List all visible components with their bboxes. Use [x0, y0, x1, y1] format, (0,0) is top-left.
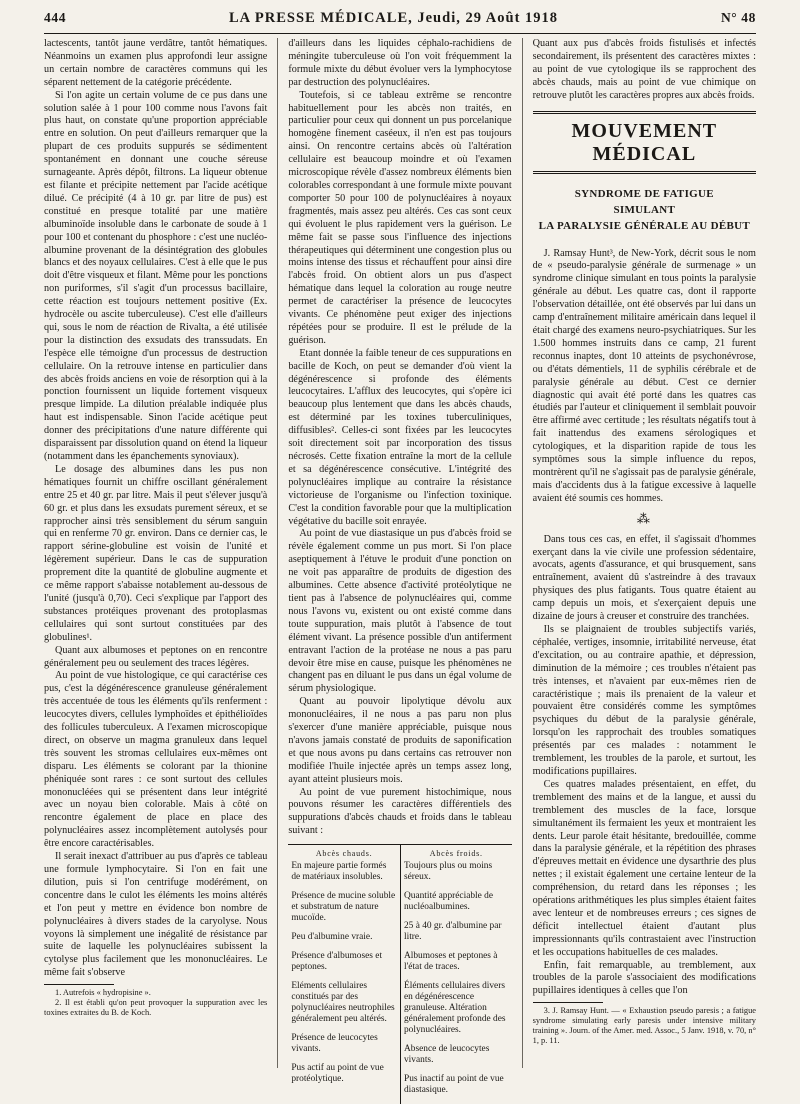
journal-title: LA PRESSE MÉDICALE,	[228, 10, 413, 26]
columns	[44, 38, 756, 1096]
table-cell: Albumoses et peptones à l'état de traces.	[403, 951, 498, 973]
table-cell: Absence de leucocytes vivants.	[403, 1044, 490, 1066]
table-cell: Toujours plus ou moins séreux.	[403, 861, 493, 883]
table-cell: En majeure partie formés de matériaux insolubles.	[291, 861, 387, 883]
paragraph: lactescents, tantôt jaune verdâtre, tantôt hématiques. Néanmoins un examen plus approfondi leur assigne un certain nombre de caractères communs qui les séparent nettement de la catégorie précédente.	[44, 38, 268, 88]
table-column-hot	[288, 845, 400, 1104]
paragraph: Il serait inexact d'attribuer au pus d'après ce tableau une formule lymphocytaire. Si l'on en fait une dilution, puis si l'on centrifuge modérément, on concentre dans le culot les éléments les moins altérés et l'on peut y mettre en évidence bon nombre de polynucléaires à divers stades de la caryolyse. Nous voyons là simplement une inégalité de résistance par suite de laquelle les polynucléaires subissent la cytolyse plus facilement que les mononucléaires. Le même fait s'observe	[44, 851, 268, 979]
section-break-asterism: ⁂	[636, 510, 652, 526]
table-cell: Pus actif au point de vue protéolytique.	[291, 1063, 384, 1085]
column-2	[277, 38, 512, 1096]
table-header: Abcès froids.	[429, 849, 483, 859]
table-cell: Pus inactif au point de vue diastasique.	[403, 1074, 504, 1096]
table-cell: 25 à 40 gr. d'albumine par litre.	[403, 921, 502, 943]
footnote: 1. Autrefois « hydropisine ».	[55, 988, 151, 998]
article-title-line: LA PARALYSIE GÉNÉRALE AU DÉBUT	[538, 219, 750, 232]
journal-dateline	[229, 10, 558, 27]
paragraph: Ces quatres malades présentaient, en effet, du tremblement des mains et de la langue, et aussi du tremblement des muscles de la face, lorsque simultanément ils fermaient les yeux et montraient les dents. Leur parole était hésitante, bredouillée, comme dans la paralysie générale, et la répétition des phrases d'épreuves mettait en évidence une dysarthrie des plus nettes ; il existait également une certaine lenteur de la compréhension, du retard dans les réponses ; les opérations arithmétiques les plus simples étaient faites avec lenteur et de nombreuses erreurs ; ces signes de déficit intellectuel étaient d'autant plus impressionnants qu'ils contrastaient avec l'instruction et les occupations habituelles de ces malades.	[532, 778, 756, 958]
table-cell: Présence de mucine soluble et substratum de nature mucoïde.	[291, 891, 396, 924]
footnote: 3. J. Ramsay Hunt. — « Exhaustion pseudo paresis ; a fatigue syndrome simulating early paresis under intensive military training ». Journ. of the Amer. med. Assoc., 5 Janv. 1918, v. 70, n° 1, p. 11.	[532, 1006, 756, 1046]
article-title-line: SYNDROME DE FATIGUE	[574, 187, 714, 200]
paragraph: Quant au pouvoir lipolytique dévolu aux mononucléaires, il ne nous a pas paru non plus s'exercer d'une manière appréciable, puisque nous n'avons jamais constaté de produits de saponification et que nous avons pu dans certains cas retrouver non modifiée l'huile injectée après un temps assez long, ayant atteint plusieurs mois.	[288, 696, 512, 785]
paragraph: Le dosage des albumines dans les pus non hématiques fournit un chiffre oscillant généralement entre 25 et 40 gr. par litre. Mais il peut s'élever jusqu'à 60 gr. et plus dans les exsudats purement séreux, et se rapprocher ainsi très sensiblement du sérum sanguin qui en renferme 70 gr. environ. Dans ce dernier cas, le rapport sérine-globuline est voisin de l'unité et légèrement supérieur. Dans le cas de suppuration proprement dite la quantité de globuline augmente et ce même rapport s'abaisse notablement au-dessous de l'unité (jusqu'à 0,70). Ceci s'explique par l'apport des substances protéiques provenant des protoplasmas cellulaires qui sont surtout constituées par des globulines¹.	[44, 463, 268, 643]
table-cell: Présence de leucocytes vivants.	[291, 1033, 378, 1055]
table-cell: Peu d'albumine vraie.	[291, 932, 373, 943]
table-header: Abcès chauds.	[315, 849, 373, 859]
paragraph: Au point de vue diastasique un pus d'abcès froid se révèle également comme un pus mort. Si l'on place aseptiquement à l'étuve le produit d'une ponction on ne voit pas apparaître de produits de digestion des albumines. Cette absence d'activité protéolytique ne tient pas à l'absence de polynucléaires qui, comme nous l'avons vu, existent ou ont existé comme dans toute suppuration, mais plutôt à l'absence de tout élément vivant. La présence possible d'un antiferment entravant l'action de la protéase ne nous a pas paru devoir être mise en cause, puisque les phénomènes ne changent pas en diluant le pus dans un égal volume de sérum physiologique.	[288, 528, 512, 695]
table-column-cold	[400, 845, 512, 1104]
table-cell: Présence d'albumoses et peptones.	[291, 951, 383, 973]
column-1	[44, 38, 267, 1068]
paragraph: Enfin, fait remarquable, au tremblement, aux troubles de la parole s'associaient des modifications pupillaires identiques à celles que l'on	[532, 959, 756, 997]
paragraph: Toutefois, si ce tableau extrême se rencontre habituellement pour les abcès non traités, en particulier pour ceux qui donnent un pus porcelanique homogène finement caséeux, il n'en est pas toujours ainsi. On rencontre certains abcès où l'altération cellulaire est beaucoup moindre et où l'examen microscopique révèle d'assez nombreux éléments bien colorables correspondant à une formule mixte pouvant comporter 50 pour 100 de polynucléaires à noyaux fragmentés, mais assez peu altérés. Ces cas sont ceux qui évoluent le plus rapidement vers la guérison. Le même fait se passe sous l'influence des injections thérapeutiques qui déterminent une congestion plus ou moins intense des tissus et réchauffent pour ainsi dire l'abcès froid. On obtient alors un pus d'aspect hématique dans lequel la coloration au rouge neutre permet de caractériser la présence de leucocytes vivants. Ce phénomène peut exiger des injections répétées pour se produire. Il est le prélude de la guérison.	[288, 89, 512, 346]
paragraph: Quant aux albumoses et peptones on en rencontre généralement peu ou seulement des traces légères.	[44, 644, 268, 669]
page-number: 444	[44, 10, 67, 25]
issue-number: N° 48	[720, 10, 756, 25]
column-3	[522, 38, 756, 1068]
paragraph: Dans tous ces cas, en effet, il s'agissait d'hommes exerçant dans la vie civile une profession sédentaire, avocats, agents d'assurance, et qui brusquement, sans entraînement, avaient dû s'astreindre à des travaux physiques des plus fatigants. Tous quatre étaient au camp depuis un mois, et s'exerçaient depuis une dizaine de jours à creuser et construire des tranchées.	[532, 533, 756, 623]
comparison-table	[288, 844, 511, 1104]
footnote: 2. Il est établi qu'on peut provoquer la suppuration avec les toxines extraites du B. de Koch.	[44, 998, 268, 1018]
paragraph: Etant donnée la faible teneur de ces suppurations en bacille de Koch, on peut se demander d'où vient la dégénérescence si profonde des éléments leucocytaires. L'afflux des leucocytes, qui s'opère ici beaucoup plus lentement que dans les abcès chauds, est déterminé par les toxines tuberculiniques, diffusibles². Celles-ci sont fixées par les leucocytes soit directement soit par incorporation des tissus nécrosés. Cette fixation entraîne la mort de la cellule et sa dégénérescence consécutive. L'intégrité des polynucléaires implique au contraire la résistance victorieuse de l'organisme ou l'infection toxinique. C'est la condition favorable pour que la multiplication végétative du bacille soit enrayée.	[288, 347, 512, 527]
paragraph: d'ailleurs dans les liquides céphalo-rachidiens de méningite tuberculeuse où l'on voit fréquemment la formule mixte du début évoluer vers la lymphocytose par destruction des polynucléaires.	[288, 38, 512, 88]
running-head	[44, 10, 756, 34]
table-cell: Eléments cellulaires constitués par des polynucléaires neutrophiles généralement peu altérés.	[291, 981, 395, 1025]
paragraph: Ils se plaignaient de troubles subjectifs variés, céphalée, vertiges, insomnie, irritabilité nerveuse, état d'excitation, ou au contraire apathie, et dépression, diminution de la mémoire ; ces troubles n'étaient pas très intenses, et n'avaient par eux-mêmes rien de caractéristique ; mais ils prenaient de la valeur et pouvaient être considérés comme les symptômes psychiques du début de la paralysie générale, lorsqu'on les rapprochait des troubles somatiques présentés par ces malades : notamment le tremblement, les troubles de la parole, et surtout, les modifications pupillaires.	[532, 624, 756, 777]
table-cell: Quantité appréciable de nucléoalbumines.	[403, 891, 494, 913]
paragraph: Si l'on agite un certain volume de ce pus dans une solution salée à 1 pour 100 comme nous l'avons fait plus haut, on constate qu'une proportion appréciable entre en solution. On peut d'ailleurs remarquer que la plupart de ces produits suppurés se sédimentent spontanément en donnant une couche séreuse surnageante. Après dépôt, filtrons. La liqueur obtenue est filante et précipite nettement par l'acide acétique dilué. Ce précipité (4 à 10 gr. par litre de pus) est constitué en presque totalité par une matière albuminoïde insoluble dans le carbonate de soude à 1 pour 100 et contenant du phosphore : c'est une nucléo-albumine provenant de la désintégration des globules blancs et des noyaux cellulaires. C'est à elle que le pus doit d'être visqueux et filant. Même pour les ponctions non puriformes, s'il s'agit d'un processus bacillaire, cette réaction est toujours nettement positive (Ex. hydrocèle ou ascite tuberculeuse). C'est elle d'ailleurs qui, sous le nom de réaction de Rivalta, a été utilisée pour la distinction des exsudats des transsudats. En l'espèce elle témoigne d'un processus de destruction cellulaire. On la retrouve intense en particulier dans des abcès froids anciens en voie de résorption qui à la ponction fournissent un liquide fortement visqueux presque limpide. La dilution préalable indiquée plus haut est indispensable. Sinon l'acide acétique peut donner des précipitations d'une nature différente qui disparaissent par dissolution quand on étend la liqueur (notamment dans les épanchements synoviaux).	[44, 89, 268, 462]
article-title-line: SIMULANT	[613, 203, 676, 216]
footnote-rule	[44, 984, 114, 985]
table-cell: Éléments cellulaires divers en dégénérescence granuleuse. Altération généralement profonde des polynucléaires.	[403, 981, 506, 1036]
footnote-rule	[533, 1002, 603, 1003]
issue-date: Jeudi, 29 Août 1918	[417, 10, 559, 26]
paragraph: Au point de vue histologique, ce qui caractérise ces pus, c'est la dégénérescence granuleuse généralement très accentuée de tous les éléments qu'ils renferment : leucocytes divers, cellules lymphoïdes et épithélioïdes des follicules tuberculeux. A l'examen microscopique direct, on observe un magma granuleux dans lequel très souvent les stromas cellulaires eux-mêmes ont disparu. Les éléments se colorant par la thionine phéniquée sont rares : ce sont surtout des cellules mononucléées qui se présentent dans leur intégrité avec un noyau bien colorable. Mais à côté on rencontre également de place en place des polynucléaires assez incomplètement autolysés pour être encore caractérisables.	[44, 670, 268, 850]
paragraph: Quant aux pus d'abcès froids fistulisés et infectés secondairement, ils présentent des caractères mixtes : au point de vue cytologique ils se rapprochent des abcès chauds, mais au point de vue chimique on retrouve plutôt les caractères propres aux abcès froids.	[532, 38, 756, 101]
paragraph: Au point de vue purement histochimique, nous pouvons résumer les caractères différentiels des suppurations d'abcès chauds et froids dans le tableau suivant :	[288, 786, 512, 837]
paragraph: J. Ramsay Hunt³, de New-York, décrit sous le nom de « pseudo-paralysie générale de surmenage » un syndrome clinique simulant en tous points la paralysie générale au début. Les quatre cas, dont il rapporte l'observation détaillée, ont été observés par lui dans un camp d'entraînement militaire américain dans lequel il était chargé des examens neuro-psychiatriques. Sur les 1.500 hommes instruits dans ce camp, 21 furent reconnus inaptes, dont 10 atteints de psychonévrose, ou d'états démentiels, 11 de syphilis cérébrale et de paralysie générale au début. C'est ce dernier diagnostic qui avait été porté dans les quatres cas étudiés par l'auteur et cliniquement il semblait pouvoir être affirmé avec certitude ; les résultats négatifs tout à fait inattendus des examens sérologiques et cytologiques, et la disparition rapide de tous les symptômes sous la simple influence du repos, montrèrent qu'il ne s'agissait pas de paralysie générale, mais d'accidents dus à la fatigue excessive à laquelle avaient été soumis ces hommes.	[532, 247, 756, 504]
section-title: MOUVEMENT MÉDICAL	[533, 111, 756, 174]
article-title	[533, 186, 756, 234]
